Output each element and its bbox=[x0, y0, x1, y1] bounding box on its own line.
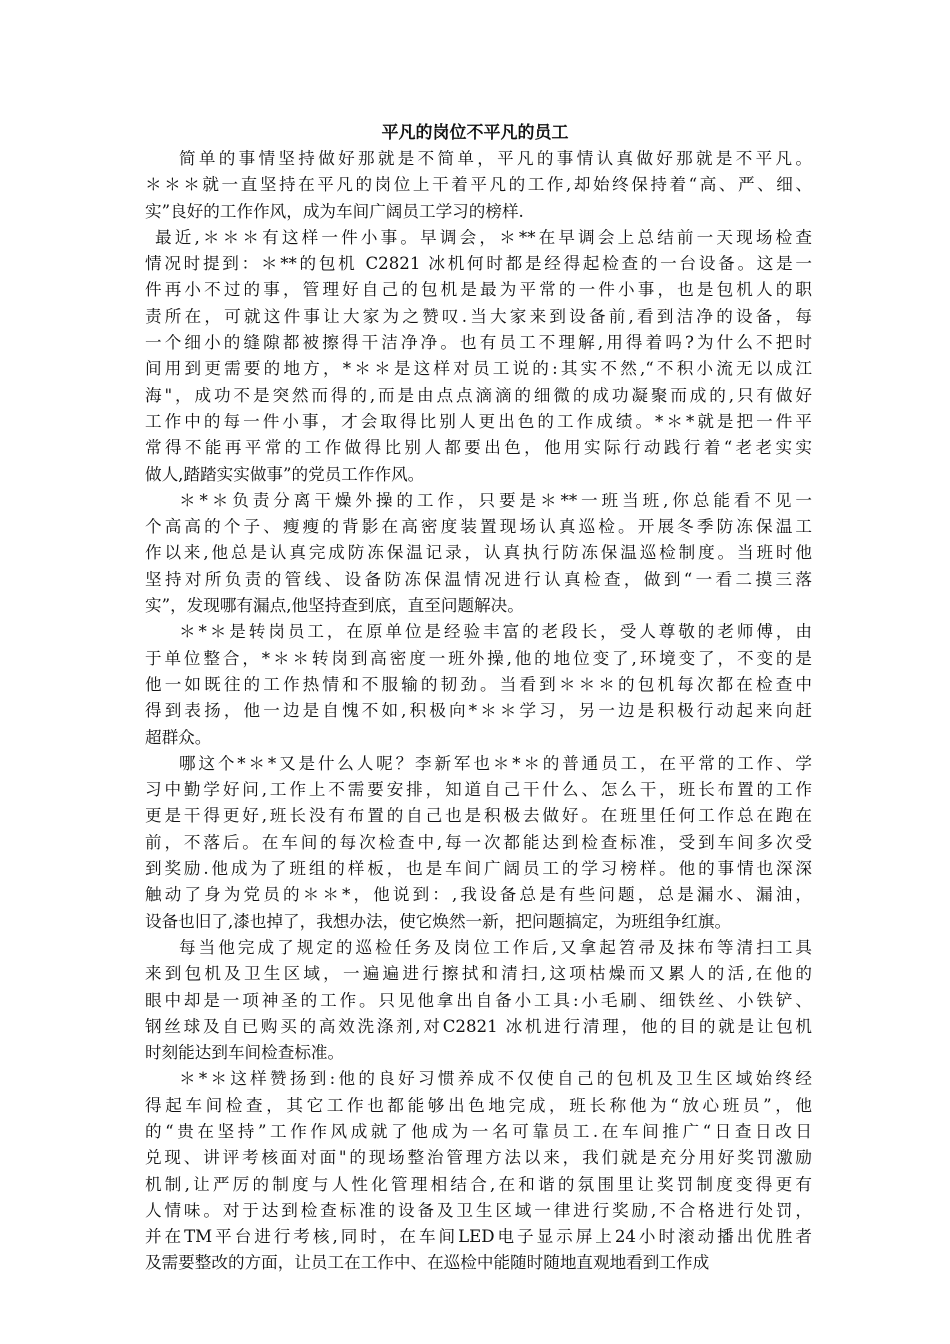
paragraph-line: ＊*＊是转岗员工，在原单位是经验丰富的老段长，受人尊敬的老师傅，由 bbox=[179, 622, 812, 642]
paragraph-line: 并在TM平台进行考核,同时，在车间LED电子显示屏上24小时滚动播出优胜者 bbox=[145, 1227, 812, 1247]
paragraph-line: 间用到更需要的地方，*＊＊是这样对员工说的:其实不然,“不积小流无以成江 bbox=[145, 359, 812, 379]
paragraph-line: 兑现、讲评考核面对面"的现场整治管理方法以来，我们就是充分用好奖罚激励 bbox=[145, 1148, 812, 1168]
paragraph-line: ＊*＊这样赞扬到:他的良好习惯养成不仅使自己的包机及卫生区域始终经 bbox=[179, 1069, 812, 1089]
paragraph-line: 情况时提到：＊**的包机 C2821 冰机何时都是经得起检查的一台设备。这是一 bbox=[145, 254, 812, 274]
paragraph-line: 最近,＊＊＊有这样一件小事。早调会，＊**在早调会上总结前一天现场检查 bbox=[155, 227, 812, 247]
paragraph-line: 实”，发现哪有漏点,他坚持查到底，直至问题解决。 bbox=[145, 596, 524, 616]
paragraph-line: 得到表扬，他一边是自愧不如,积极向*＊＊学习，另一边是积极行动起来向赶 bbox=[145, 701, 812, 721]
paragraph-line: 他一如既往的工作热情和不服输的韧劲。当看到＊＊＊的包机每次都在检查中 bbox=[145, 674, 812, 694]
paragraph bbox=[145, 488, 812, 619]
paragraph-line: 简单的事情坚持做好那就是不简单，平凡的事情认真做好那就是不平凡。 bbox=[179, 149, 812, 168]
paragraph-line: 责所在，可就这件事让大家为之赞叹.当大家来到设备前,看到洁净的设备，每 bbox=[145, 306, 812, 326]
paragraph-line: 做人,踏踏实实做事”的党员工作作风。 bbox=[145, 464, 425, 484]
paragraph bbox=[145, 751, 812, 935]
paragraph-line: 一个细小的缝隙都被擦得干洁净净。也有员工不理解,用得着吗?为什么不把时 bbox=[145, 333, 812, 353]
paragraph-line: 于单位整合，*＊＊转岗到高密度一班外操,他的地位变了,环境变了，不变的是 bbox=[145, 648, 812, 668]
paragraph-line: 前，不落后。在车间的每次检查中,每一次都能达到检查标准，受到车间多次受 bbox=[145, 832, 812, 852]
paragraph-line: 坚持对所负责的管线、设备防冻保温情况进行认真检查，做到“一看二摸三落 bbox=[145, 569, 812, 589]
paragraph-line: 件再小不过的事，管理好自己的包机是最为平常的一件小事，也是包机人的职 bbox=[145, 280, 812, 300]
paragraph-line: 常得不能再平常的工作做得比别人都要出色，他用实际行动践行着“老老实实 bbox=[145, 438, 812, 458]
paragraph-line: 得起车间检查，其它工作也都能够出色地完成，班长称他为“放心班员”，他 bbox=[145, 1095, 812, 1115]
paragraph-line: 来到包机及卫生区域，一遍遍进行擦拭和清扫,这项枯燥而又累人的活,在他的 bbox=[145, 964, 812, 984]
document-body bbox=[145, 146, 812, 1277]
paragraph-line: 到奖励.他成为了班组的样板，也是车间广阔员工的学习榜样。他的事情也深深 bbox=[145, 859, 812, 879]
paragraph-line: 触动了身为党员的＊＊*，他说到：,我设备总是有些问题，总是漏水、漏油， bbox=[145, 885, 812, 905]
paragraph-line: 更是干得更好,班长没有布置的自己也是积极去做好。在班里任何工作总在跑在 bbox=[145, 806, 812, 826]
paragraph-line: 超群众。 bbox=[145, 727, 212, 747]
paragraph-line: 哪这个*＊*又是什么人呢？李新军也＊*＊的普通员工，在平常的工作、学 bbox=[179, 753, 812, 773]
paragraph-line: 每当他完成了规定的巡检任务及岗位工作后,又拿起笤帚及抹布等清扫工具 bbox=[179, 937, 812, 957]
paragraph-line: 的“贵在坚持”工作作风成就了他成为一名可靠员工.在车间推广“日查日改日 bbox=[145, 1121, 812, 1141]
paragraph bbox=[145, 225, 812, 488]
paragraph-line: 钢丝球及自已购买的高效洗涤剂,对C2821 冰机进行清理，他的目的就是让包机 bbox=[145, 1016, 812, 1036]
paragraph-line: 机制,让严厉的制度与人性化管理相结合,在和谐的氛围里让奖罚制度变得更有 bbox=[145, 1174, 812, 1194]
paragraph-line: 人情味。对于达到检查标准的设备及卫生区域一律进行奖励,不合格进行处罚， bbox=[145, 1200, 812, 1220]
paragraph-line: 工作中的每一件小事，才会取得比别人更出色的工作成绩。*＊*就是把一件平 bbox=[145, 411, 812, 431]
paragraph bbox=[145, 619, 812, 750]
paragraph-line: 个高高的个子、瘦瘦的背影在高密度装置现场认真巡检。开展冬季防冻保温工 bbox=[145, 517, 812, 537]
paragraph-line: ＊＊＊就一直坚持在平凡的岗位上干着平凡的工作,却始终保持着“高、严、细、 bbox=[145, 175, 812, 195]
paragraph-line: 海"，成功不是突然而得的,而是由点点滴滴的细微的成功凝聚而成的,只有做好 bbox=[145, 385, 812, 405]
paragraph bbox=[145, 935, 812, 1066]
paragraph-line: 习中勤学好问,工作上不需要安排，知道自己干什么、怎么干，班长布置的工作 bbox=[145, 780, 812, 800]
paragraph-line: 作以来,他总是认真完成防冻保温记录，认真执行防冻保温巡检制度。当班时他 bbox=[145, 543, 812, 563]
paragraph bbox=[145, 146, 812, 225]
paragraph-line: ＊*＊负责分离干燥外操的工作，只要是＊**一班当班,你总能看不见一 bbox=[179, 490, 812, 510]
paragraph-line: 实”良好的工作作风，成为车间广阔员工学习的榜样. bbox=[145, 201, 524, 221]
paragraph-line: 设备也旧了,漆也掉了，我想办法，使它焕然一新，把问题搞定，为班组争红旗。 bbox=[145, 911, 732, 931]
paragraph-line: 及需要整改的方面，让员工在工作中、在巡检中能随时随地直观地看到工作成 bbox=[145, 1253, 710, 1273]
paragraph-line: 时刻能达到车间检查标准。 bbox=[145, 1043, 345, 1063]
paragraph-line: 眼中却是一项神圣的工作。只见他拿出自备小工具:小毛刷、细铁丝、小铁铲、 bbox=[145, 990, 812, 1010]
paragraph bbox=[145, 1066, 812, 1276]
document-title: 平凡的岗位不平凡的员工 bbox=[381, 123, 569, 143]
